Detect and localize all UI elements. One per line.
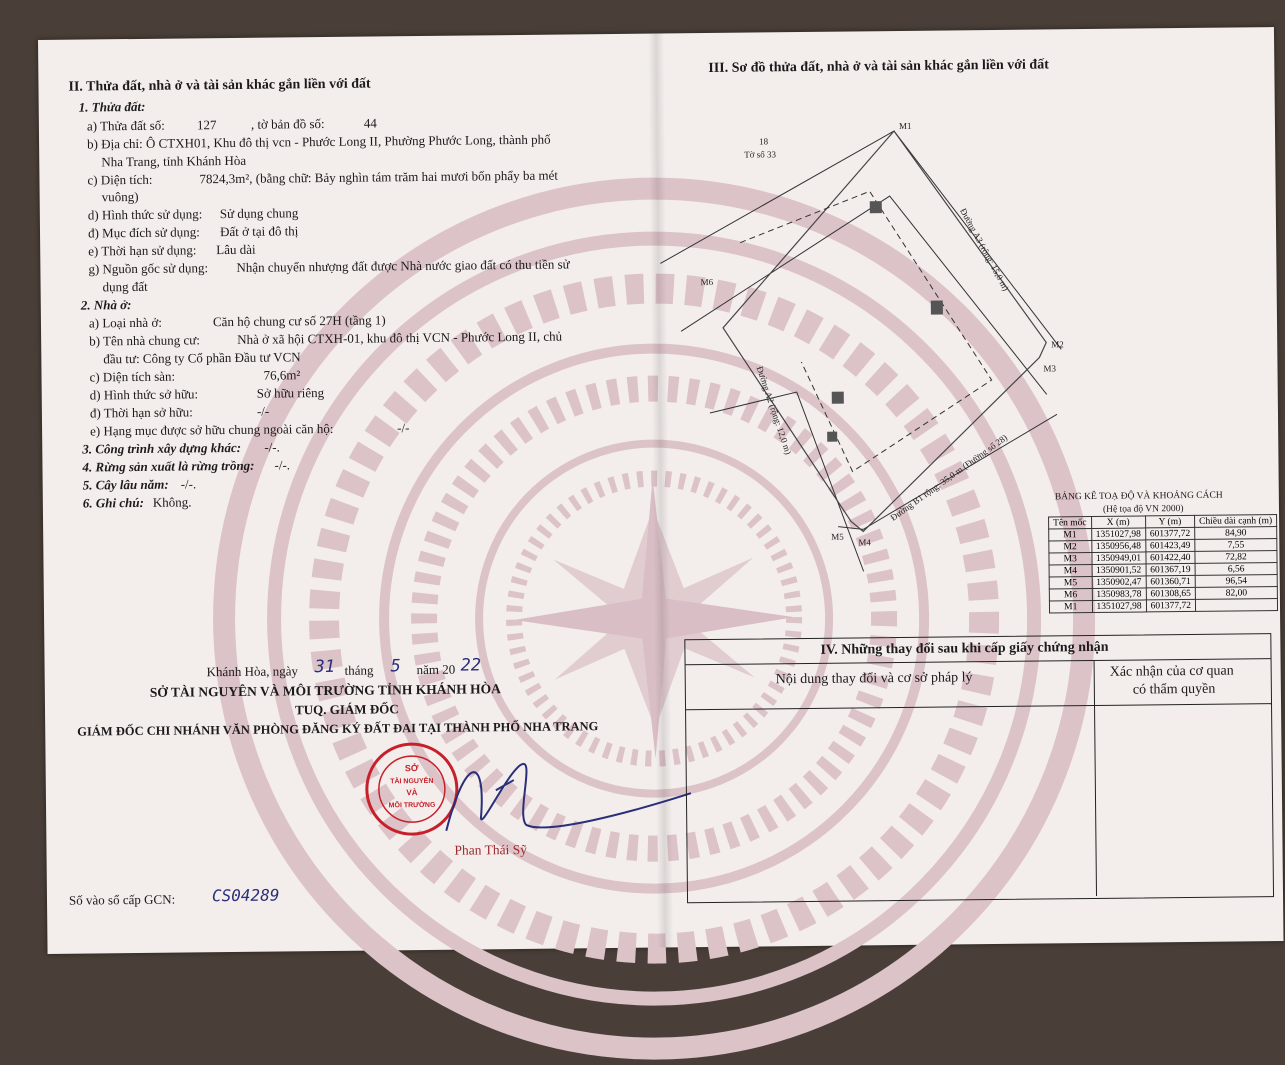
changes-col1-header [686, 661, 1095, 710]
land-f-label: e) Thời hạn sử dụng: [88, 242, 197, 259]
stamp-line-4: MÔI TRƯỜNG [388, 801, 436, 810]
cell-x: 1350956,48 [1091, 540, 1145, 553]
item5-label: 5. Cây lâu năm: [82, 476, 169, 493]
coord-header-x: X (m) [1091, 516, 1145, 529]
cell-name: M6 [1049, 588, 1092, 600]
house-e-value: -/- [256, 403, 270, 419]
coordinate-table [1048, 514, 1278, 613]
land-a-sheet-value: 44 [363, 115, 377, 131]
director-title: GIÁM ĐỐC CHI NHÁNH VĂN PHÒNG ĐĂNG KÝ ĐẤT ĐAI TẠI THÀNH PHỐ NHA TRANG [77, 719, 599, 739]
land-e-label: đ) Mục đích sử dụng: [87, 224, 200, 241]
house-b-value: Nhà ở xã hội CTXH-01, khu đô thị VCN - Phước Long II, chủ [237, 328, 563, 347]
coord-table-subtitle: (Hệ tọa độ VN 2000) [1102, 504, 1184, 515]
site-plan [659, 109, 1083, 548]
item5-value: -/-. [180, 476, 197, 492]
land-heading: 1. Thửa đất: [78, 98, 146, 115]
marker-m6: M6 [700, 276, 714, 288]
house-c-label: c) Diện tích sàn: [89, 368, 176, 385]
gcn-label: Số vào sổ cấp GCN: [68, 891, 176, 908]
cell-length [1195, 599, 1277, 612]
cell-x: 1350983,78 [1092, 588, 1146, 601]
issuer-name: SỞ TÀI NGUYÊN VÀ MÔI TRƯỜNG TỈNH KHÁNH HÒA [149, 681, 501, 700]
land-f-value: Lâu dài [216, 241, 256, 258]
cell-y: 601360,71 [1146, 575, 1195, 588]
cell-length: 82,00 [1195, 587, 1277, 600]
road-a3-label: Đường A3 (rộng: 15,0 m) [958, 206, 1012, 293]
land-c-label: c) Diện tích: [87, 171, 153, 188]
marker-m3: M3 [1043, 363, 1057, 374]
cell-y: 601422,40 [1146, 551, 1195, 564]
land-e-value: Đất ở tại đô thị [219, 223, 299, 240]
signature [425, 733, 696, 846]
changes-title: IV. Những thay đổi sau khi cấp giấy chứng nhận [820, 639, 1109, 658]
item6-label: 6. Ghi chú: [82, 494, 144, 511]
changes-col-divider [1094, 706, 1097, 896]
stamp-line-3: VÀ [406, 788, 418, 798]
date-day: 31 [314, 656, 336, 678]
road-a2-label: Đường A2 (rộng: 12,0 m) [754, 364, 794, 456]
item3-value: -/-. [264, 439, 280, 455]
house-e-label: đ) Thời hạn sở hữu: [89, 404, 193, 421]
changes-col2-line2: có thẩm quyền [1132, 681, 1216, 698]
sheet-ref-bottom: Tờ số 33 [744, 149, 777, 160]
date-year-label: năm 20 [416, 661, 456, 678]
table-row [1049, 599, 1277, 613]
marker-m4: M4 [858, 537, 871, 548]
cell-name: M1 [1049, 528, 1092, 540]
cell-length: 6,56 [1195, 563, 1277, 576]
cell-name: M2 [1049, 540, 1092, 552]
certificate-paper [38, 27, 1284, 954]
land-g-value: Nhận chuyển nhượng đất được Nhà nước giao đất có thu tiền sử [236, 256, 570, 275]
item4-value: -/-. [274, 457, 291, 473]
cell-length: 72,82 [1195, 551, 1277, 564]
item6-value: Không. [152, 494, 192, 510]
land-c-line2: vuông) [101, 188, 139, 205]
cell-name: M1 [1049, 600, 1092, 612]
section-ii-title: II. Thửa đất, nhà ở và tài sản khác gắn liền với đất [68, 76, 371, 95]
date-year: 22 [460, 655, 482, 676]
house-f-label: e) Hạng mục được sở hữu chung ngoài căn hộ: [90, 420, 334, 439]
road-b1-label: Đường B1 rộng: 35,0 m (Đường số 28) [888, 432, 1010, 523]
cell-y: 601423,49 [1145, 539, 1194, 552]
cell-name: M5 [1049, 576, 1092, 588]
land-d-label: d) Hình thức sử dụng: [87, 206, 203, 223]
land-a-label: a) Thửa đất số: [86, 117, 165, 134]
item4-label: 4. Rừng sản xuất là rừng trồng: [82, 457, 255, 475]
cell-x: 1350949,01 [1091, 552, 1145, 565]
cell-x: 1350902,47 [1092, 576, 1146, 589]
marker-m2: M2 [1051, 339, 1064, 350]
coord-header-name: Tên mốc [1049, 516, 1092, 528]
coord-table-title: BẢNG KÊ TOẠ ĐỘ VÀ KHOẢNG CÁCH [1054, 490, 1223, 503]
house-heading: 2. Nhà ở: [80, 297, 132, 313]
marker-m5: M5 [831, 531, 844, 542]
cell-y: 601308,65 [1146, 587, 1195, 600]
cell-name: M3 [1049, 552, 1092, 564]
stamp-line-1: SỞ [404, 763, 419, 774]
house-b-line2: đầu tư: Công ty Cổ phần Đầu tư VCN [103, 349, 301, 367]
coord-header-y: Y (m) [1145, 515, 1194, 528]
cell-x: 1350901,52 [1092, 564, 1146, 577]
house-f-value: -/- [397, 420, 410, 436]
gcn-value: CS04289 [211, 885, 280, 906]
cell-name: M4 [1049, 564, 1092, 576]
land-b-line1: b) Địa chỉ: Ô CTXH01, Khu đô thị vcn - Phước Long II, Phường Phước Long, thành phố [87, 131, 551, 152]
land-b-line2: Nha Trang, tỉnh Khánh Hòa [101, 152, 247, 170]
land-g-label: g) Nguồn gốc sử dụng: [88, 260, 209, 277]
cell-x: 1351027,98 [1091, 528, 1145, 541]
house-a-label: a) Loại nhà ở: [88, 314, 162, 331]
date-prefix: Khánh Hòa, ngày [206, 663, 299, 680]
changes-col2-header [1095, 659, 1271, 706]
date-month-label: tháng [344, 662, 374, 678]
house-d-value: Sở hữu riêng [256, 385, 325, 401]
stamp-line-2: TÀI NGUYÊN [390, 777, 434, 786]
house-b-label: b) Tên nhà chung cư: [89, 332, 201, 349]
date-month: 5 [390, 656, 401, 677]
marker-m1: M1 [898, 120, 912, 131]
section-iii-title: III. Sơ đồ thửa đất, nhà ở và tài sản khác gắn liền với đất [708, 57, 1049, 76]
cell-length: 7,55 [1195, 539, 1277, 552]
changes-col1-label: Nội dung thay đổi và cơ sở pháp lý [775, 670, 973, 688]
tuq-label: TUQ. GIÁM ĐỐC [294, 701, 399, 718]
cell-y: 601377,72 [1146, 599, 1195, 612]
land-a-value: 127 [196, 117, 217, 133]
cell-y: 601377,72 [1145, 527, 1194, 540]
changes-col2-line1: Xác nhận của cơ quan [1109, 663, 1234, 680]
cell-length: 96,54 [1195, 575, 1277, 588]
signer-name: Phan Thái Sỹ [454, 841, 528, 858]
cell-length: 84,90 [1195, 527, 1277, 540]
land-c-value: 7824,3m², (bằng chữ: Bảy nghìn tám trăm hai mươi bốn phẩy ba mét [199, 167, 558, 187]
sheet-ref-top: 18 [759, 136, 769, 147]
land-g-line2: dụng đất [102, 278, 148, 295]
house-a-value: Căn hộ chung cư số 27H (tầng 1) [212, 312, 386, 330]
changes-box [684, 633, 1274, 903]
coord-header-length: Chiều dài cạnh (m) [1195, 515, 1277, 528]
cell-x: 1351027,98 [1092, 600, 1146, 613]
cell-y: 601367,19 [1146, 563, 1195, 576]
land-a-sheet-label: , tờ bản đồ số: [250, 116, 325, 132]
house-d-label: d) Hình thức sở hữu: [89, 386, 199, 403]
land-d-value: Sử dụng chung [219, 205, 299, 222]
item3-label: 3. Công trình xây dựng khác: [82, 439, 242, 457]
house-c-value: 76,6m² [263, 367, 301, 383]
